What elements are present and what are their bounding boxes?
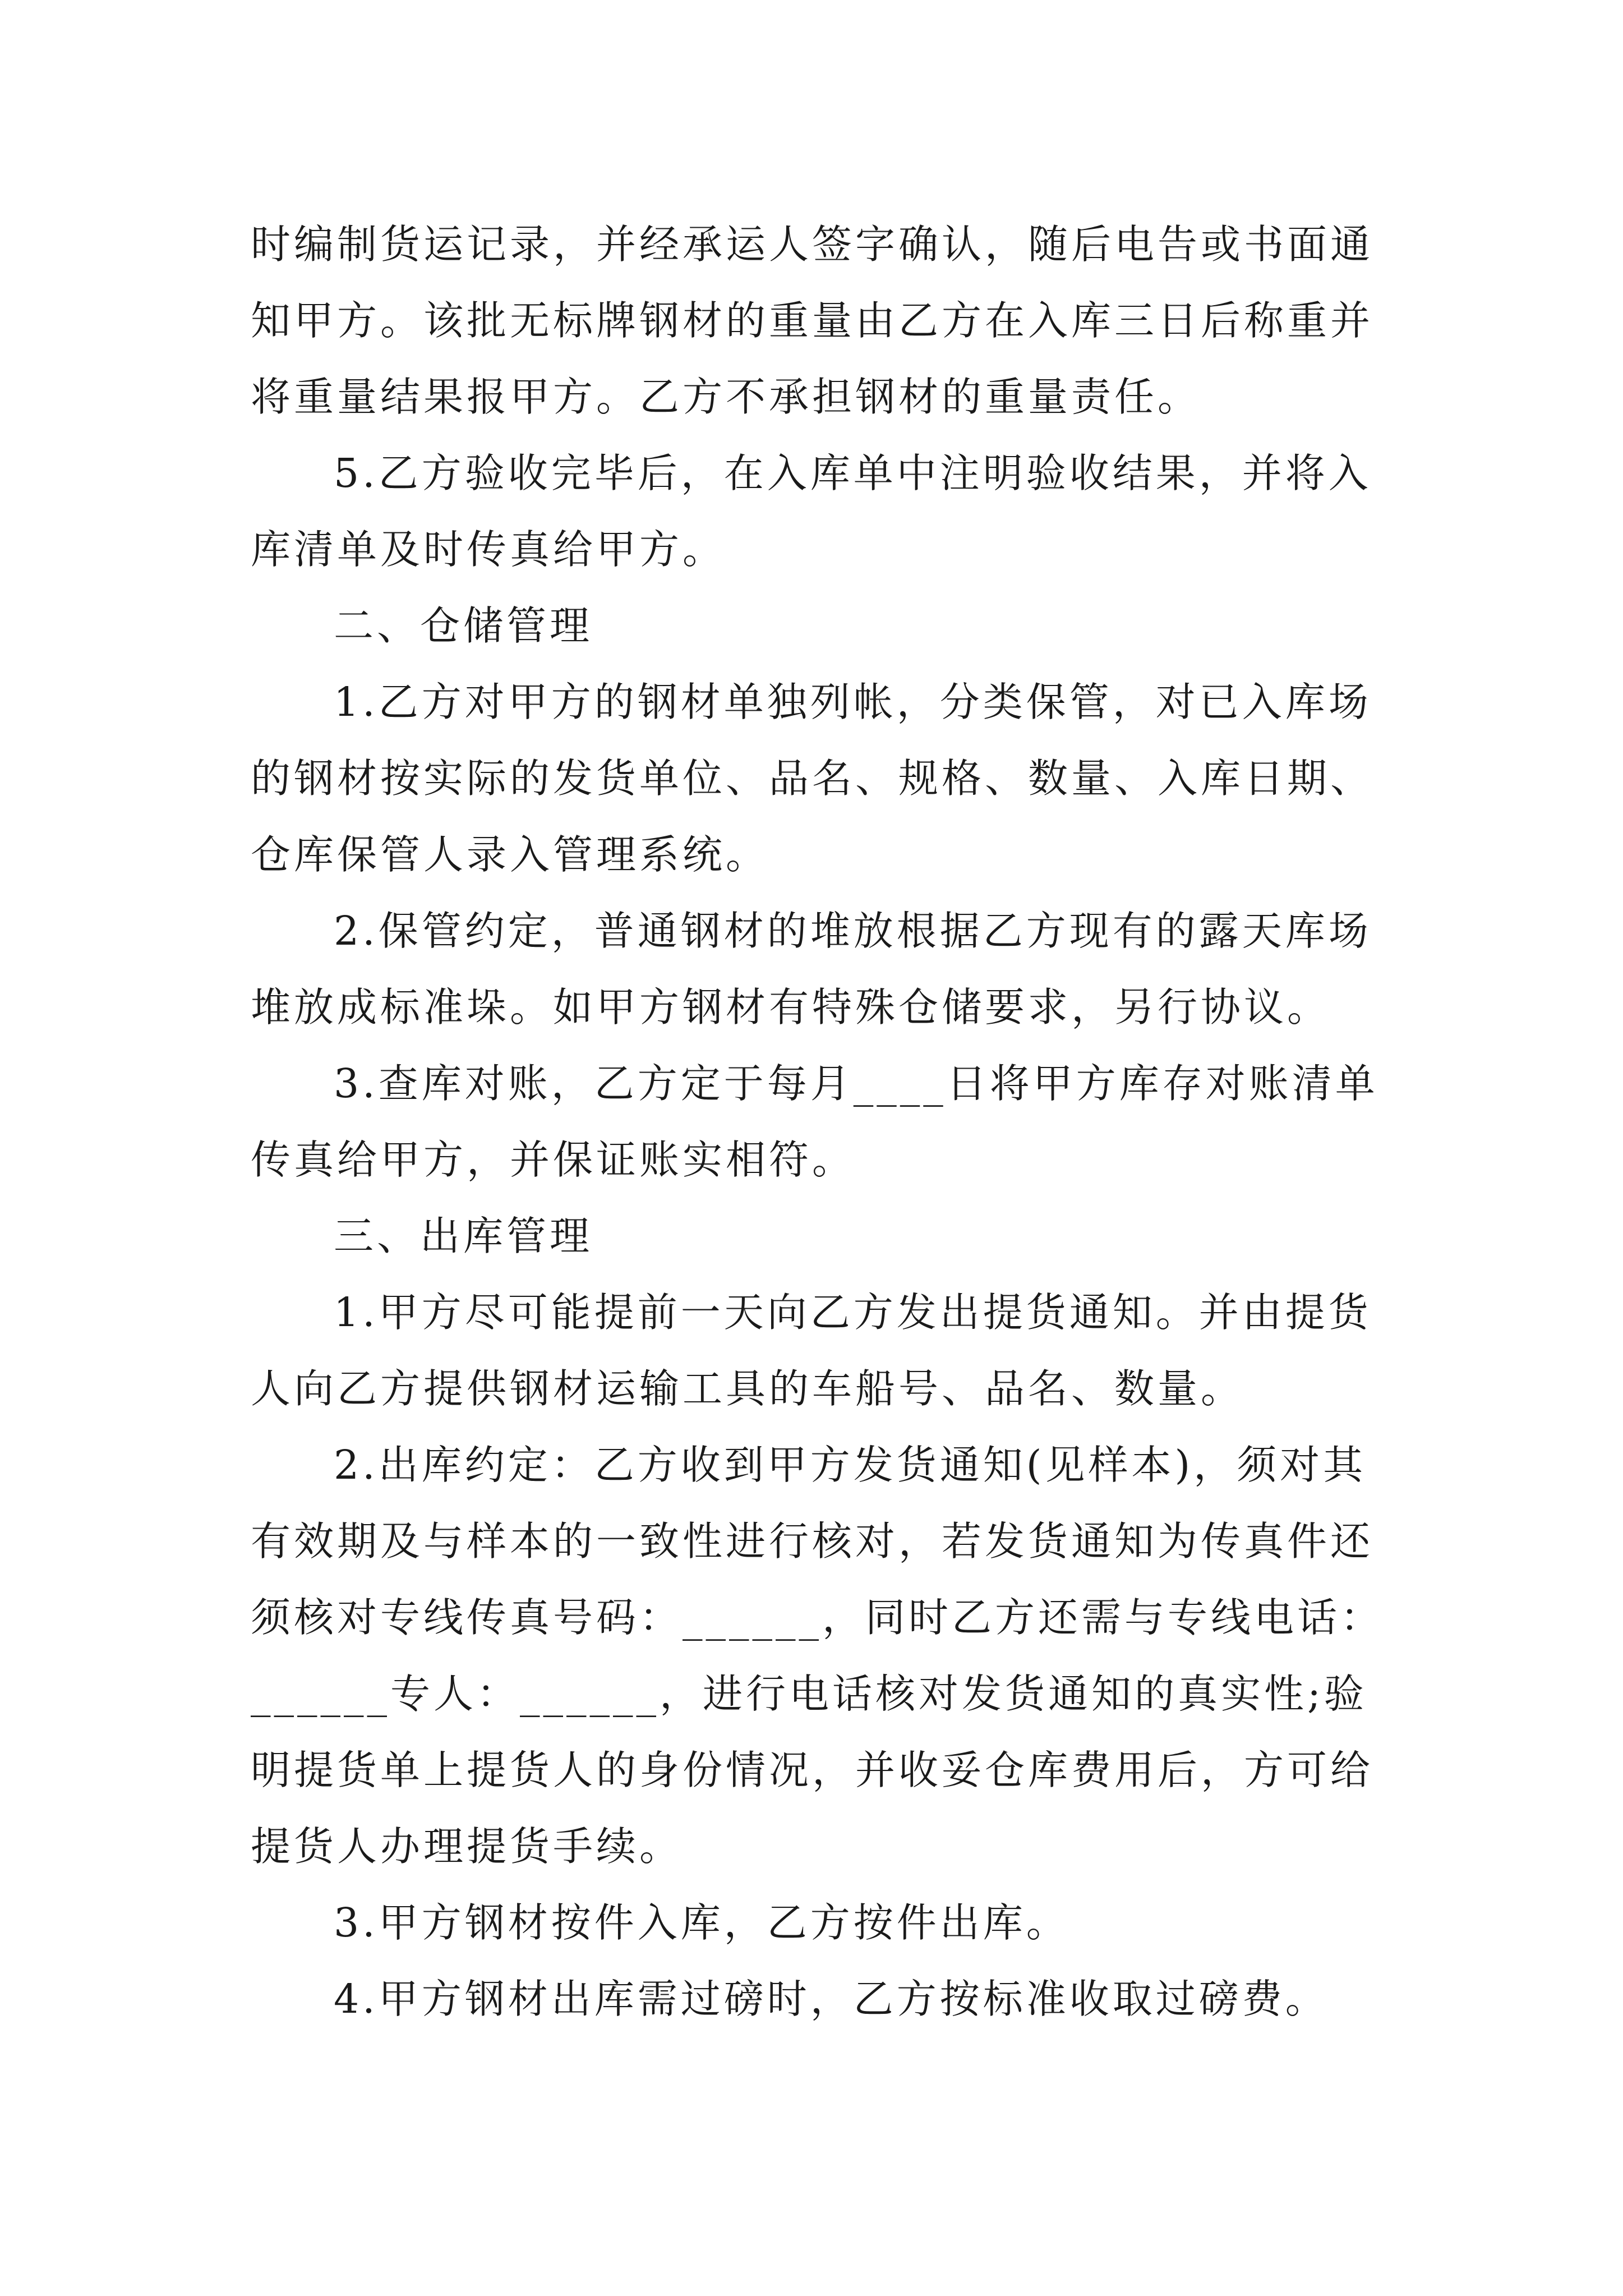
body-line: 堆放成标准垛。如甲方钢材有特殊仓储要求，另行协议。: [251, 984, 1331, 1030]
section-heading-storage: 二、仓储管理: [334, 602, 593, 649]
body-line: 的钢材按实际的发货单位、品名、规格、数量、入库日期、: [251, 755, 1374, 802]
document-body: [251, 206, 1395, 2037]
body-line: 仓库保管人录入管理系统。: [251, 831, 769, 878]
body-line: 人向乙方提供钢材运输工具的车船号、品名、数量。: [251, 1365, 1244, 1412]
clause-5-line: 5.乙方验收完毕后，在入库单中注明验收结果，并将入: [334, 450, 1372, 496]
body-line: 传真给甲方，并保证账实相符。: [251, 1137, 856, 1183]
body-line: 有效期及与样本的一致性进行核对，若发货通知为传真件还: [251, 1518, 1374, 1565]
clause-1-line: 1.甲方尽可能提前一天向乙方发出提货通知。并由提货: [334, 1289, 1372, 1336]
clause-3-line: 3.查库对账，乙方定于每月____日将甲方库存对账清单: [334, 1060, 1378, 1107]
body-line: 知甲方。该批无标牌钢材的重量由乙方在入库三日后称重并: [251, 297, 1374, 344]
clause-1-line: 1.乙方对甲方的钢材单独列帐，分类保管，对已入库场: [334, 679, 1372, 725]
body-line: 须核对专线传真号码：______，同时乙方还需与专线电话：: [251, 1594, 1384, 1641]
body-line: 明提货单上提货人的身份情况，并收妥仓库费用后，方可给: [251, 1747, 1374, 1793]
clause-2-line: 2.保管约定，普通钢材的堆放根据乙方现有的露天库场: [334, 908, 1372, 954]
body-line: 时编制货运记录，并经承运人签字确认，随后电告或书面通: [251, 221, 1374, 268]
body-line: ______专人：______，进行电话核对发货通知的真实性;验: [251, 1671, 1367, 1717]
body-line: 将重量结果报甲方。乙方不承担钢材的重量责任。: [251, 374, 1201, 420]
clause-3-line: 3.甲方钢材按件入库，乙方按件出库。: [334, 1899, 1069, 1946]
body-line: 库清单及时传真给甲方。: [251, 526, 726, 573]
section-heading-outbound: 三、出库管理: [334, 1213, 593, 1259]
clause-2-line: 2.出库约定：乙方收到甲方发货通知(见样本)，须对其: [334, 1442, 1367, 1488]
clause-4-line: 4.甲方钢材出库需过磅时，乙方按标准收取过磅费。: [334, 1976, 1329, 2022]
body-line: 提货人办理提货手续。: [251, 1823, 683, 1870]
